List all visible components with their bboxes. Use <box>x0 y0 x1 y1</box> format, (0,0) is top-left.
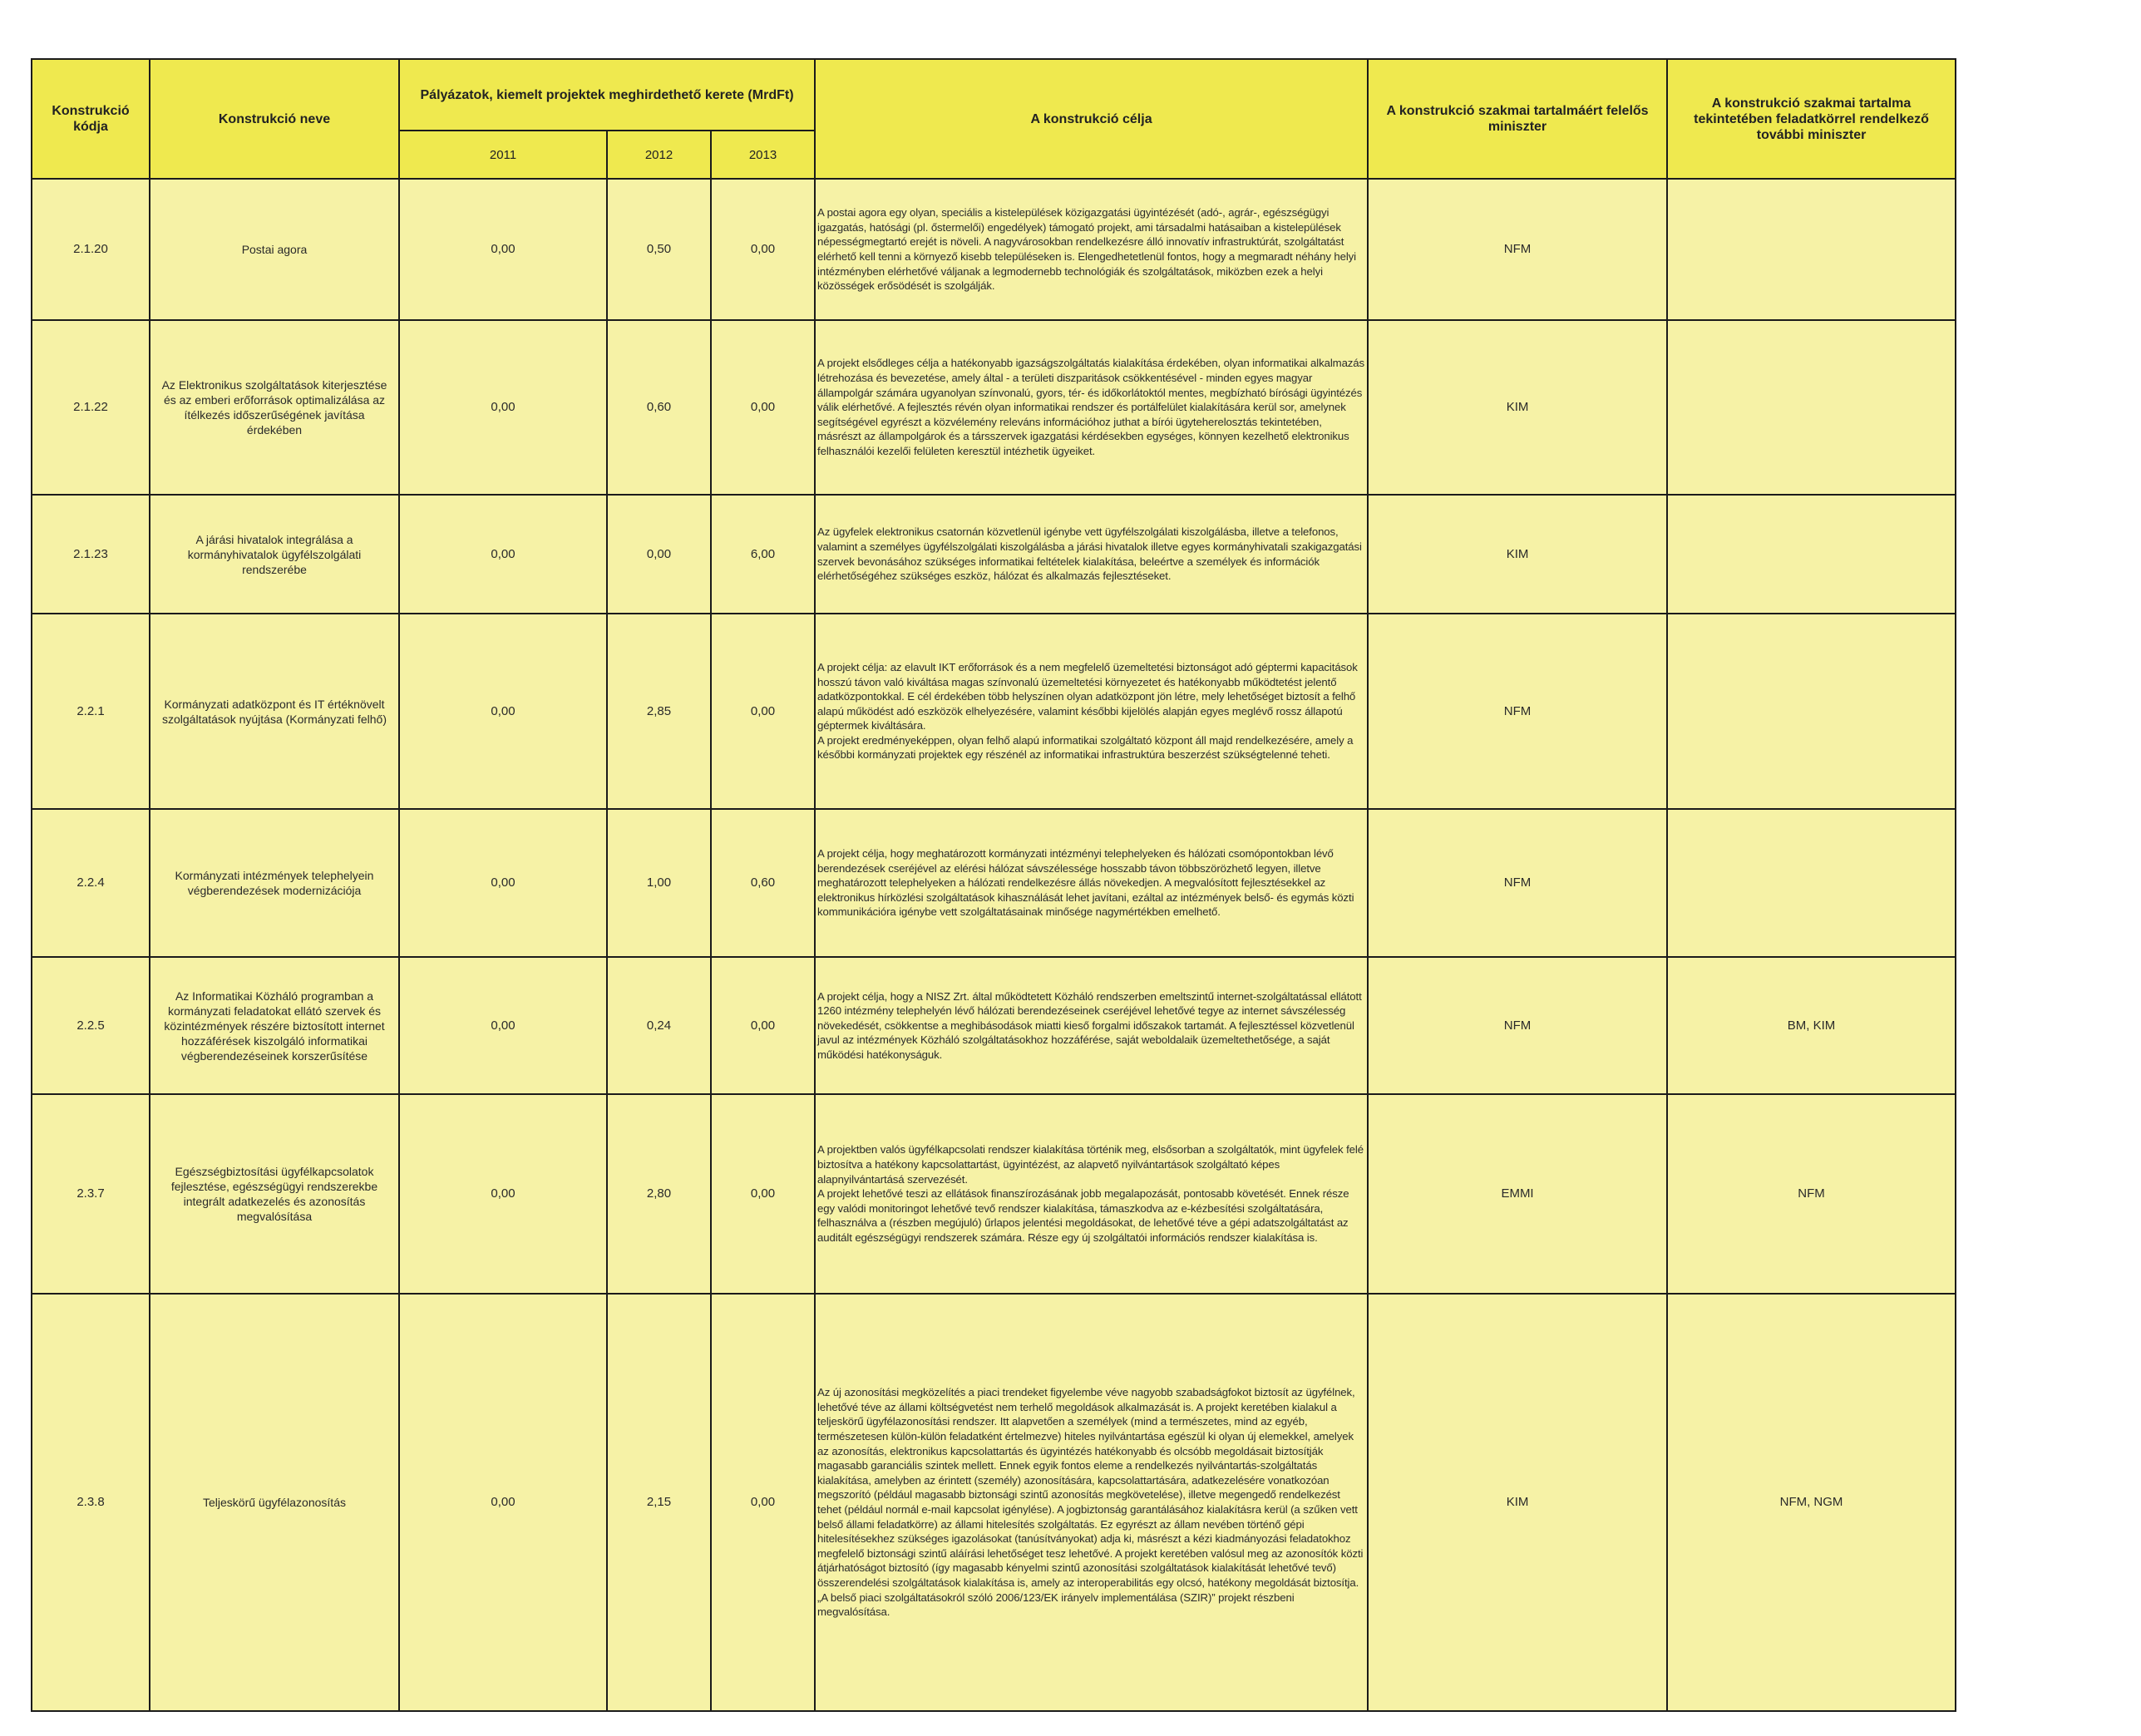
row-goal: Az ügyfelek elektronikus csatornán közvetlenül igénybe vett ügyfélszolgálati kiszolgálásba, illetve a telefonos, valamint a személyes ügyfélszolgálati kiszolgálásba a járási hivatalok illetve egyes kormányhivatali szakigazgatási szervek bevonásához szükséges informatikai feltételek kialakítása, beleértve a személyek és információk elérhetőségéhez szükséges eszköz, hálózat és alkalmazás fejlesztéseket. <box>815 495 1368 614</box>
row-minister: KIM <box>1368 495 1667 614</box>
table-row <box>32 179 1956 320</box>
header-year-2011: 2011 <box>399 131 607 179</box>
header-name: Konstrukció neve <box>150 59 399 179</box>
row-code: 2.1.20 <box>32 179 150 320</box>
row-goal: Az új azonosítási megközelítés a piaci trendeket figyelembe véve nagyobb szabadságfokot biztosít az ügyfélnek, lehetővé téve az állami költségvetést nem terhelő megoldások alkalmazását is. A projekt keretében kialakul a teljeskörű ügyfélazonosítási rendszer. Itt alapvetően a személyek (mind a természetes, mind az egyéb, természetesen külön-külön feladatként értelmezve) hiteles nyilvántartása egészül ki olyan új elemekkel, amelyek az azonosítás, elektronikus kapcsolattartás és ügyintézés hatékonyabb és olcsóbb megoldásait biztosítják magasabb garanciális szintek mellett. Ennek egyik fontos eleme a rendelkezés nyilvántartás-szolgáltatás kialakítása, amelyben az érintett (személy) azonosítására, kapcsolattartására, adatkezelésére vonatkozóan megszorító (például magasabb biztonsági szintű azonosítás megkövetelése), illetve megengedő rendelkezést tehet (például normál e-mail kapcsolat igénylése). A jogbiztonság garantálásához kialakításra kerül (a szűken vett belső állami feladatkörre) az állami hitelesítés szolgáltatás. Ez egyrészt az állam nevében történő gépi hitelesítésekhez szükséges igazolásokat (tanúsítványokat) adja ki, másrészt a kézi kiadmányozási feladatokhoz megfelelő biztonsági szintű aláírási lehetőséget tesz lehetővé. A projekt keretében valósul meg az azonosítók közti átjárhatóságot biztosító (így magasabb kényelmi szintű azonosítási szolgáltatások kialakítását lehetővé tevő) összerendelési szolgáltatások kialakítása is, amely az interoperabilitás egy olcsó, hatékony megoldását biztosítja. „A belső piaci szolgáltatásokról szóló 2006/123/EK irányelv implementálása (SZIR)” projekt részbeni megvalósítása. <box>815 1294 1368 1711</box>
row-goal: A postai agora egy olyan, speciális a kistelepülések közigazgatási ügyintézését (adó-, agrár-, egészségügyi igazgatás, hatósági (pl. őstermelői) engedélyek) támogató projekt, ami társadalmi hatásaiban a kistelepülések népességmegtartó erejét is növeli. A nagyvárosokban rendelkezésre álló innovatív infrastruktúrát, szolgáltatást elérhető kell tenni a környező kisebb településeken is. Elengedhetetlenül fontos, hogy a megmaradt néhány helyi intézményben elérhetővé váljanak a legmodernebb technológiák és szolgáltatások, miközben ezek a helyi közösségek erősödését is szolgálják. <box>815 179 1368 320</box>
table-row <box>32 809 1956 957</box>
row-minister: KIM <box>1368 320 1667 495</box>
row-other-minister <box>1667 179 1956 320</box>
row-code: 2.1.22 <box>32 320 150 495</box>
row-name: Postai agora <box>150 179 399 320</box>
row-value-2013: 0,00 <box>711 179 815 320</box>
header-minister: A konstrukció szakmai tartalmáért felelős miniszter <box>1368 59 1667 179</box>
row-value-2011: 0,00 <box>399 1094 607 1294</box>
row-minister: NFM <box>1368 957 1667 1094</box>
construction-table-sheet <box>31 58 1955 1712</box>
row-goal: A projekt célja, hogy meghatározott kormányzati intézményi telephelyeken és hálózati csomópontokban lévő berendezések cseréjével az elérési hálózat sávszélessége hosszabb távon többszörözhető legyen, illetve meghatározott telephelyeken a hálózati rendelkezésre állás növekedjen. A megvalósított fejlesztésekkel az elektronikus hírközlési szolgáltatások kihasználását lehet javítani, ezáltal az intézmények belső- és egymás közti kommunikációra igénybe vett szolgáltatásainak minősége nagymértékben emelhető. <box>815 809 1368 957</box>
row-name: Kormányzati intézmények telephelyein végberendezések modernizációja <box>150 809 399 957</box>
row-value-2013: 6,00 <box>711 495 815 614</box>
row-goal: A projektben valós ügyfélkapcsolati rendszer kialakítása történik meg, elsősorban a szolgáltatók, mint ügyfelek felé biztosítva a hatékony kapcsolattartást, ügyintézést, az alapvető nyilvántartások szolgáltató képes alapnyilvántartásá szervezését. A projekt lehetővé teszi az ellátások finanszírozásának jobb megalapozását, pontosabb követését. Ennek része egy valódi monitoringot lehetővé tevő rendszer kialakítása, támaszkodva az e-kézbesítési szolgáltatására, felhasználva a (részben megújuló) űrlapos jelentési megoldásokat, de lehetővé téve a gépi adatszolgáltatást az auditált egészségügyi rendszerek számára. Része egy új szolgáltatói információs rendszer kialakítása is. <box>815 1094 1368 1294</box>
row-value-2013: 0,00 <box>711 957 815 1094</box>
row-value-2012: 0,24 <box>607 957 711 1094</box>
row-other-minister <box>1667 320 1956 495</box>
table-row <box>32 320 1956 495</box>
row-code: 2.2.4 <box>32 809 150 957</box>
row-name: Az Informatikai Közháló programban a kormányzati feladatokat ellátó szervek és közintézmények részére biztosított internet hozzáférések kiszolgáló informatikai végberendezéseinek korszerűsítése <box>150 957 399 1094</box>
row-value-2011: 0,00 <box>399 320 607 495</box>
row-value-2011: 0,00 <box>399 614 607 809</box>
row-name: Kormányzati adatközpont és IT értéknövelt szolgáltatások nyújtása (Kormányzati felhő) <box>150 614 399 809</box>
row-goal: A projekt célja: az elavult IKT erőforrások és a nem megfelelő üzemeltetési biztonságot adó géptermi kapacitások hosszú távon való kiváltása magas színvonalú üzemeltetési környezetet és hatékonyabb működtetést jelentő adatközpontokkal. E cél érdekében több helyszínen olyan adatközpont jön létre, mely lehetőséget biztosít a felhő alapú működést adó eszközök elhelyezésére, valamint későbbi kijelölés alapján egyes meglévő rossz állapotú géptermek kiváltására. A projekt eredményeképpen, olyan felhő alapú informatikai szolgáltató központ áll majd rendelkezésére, amely a későbbi kormányzati projektek egy részénél az informatikai infrastruktúra beszerzést szükségtelenné teheti. <box>815 614 1368 809</box>
row-value-2013: 0,60 <box>711 809 815 957</box>
row-value-2011: 0,00 <box>399 179 607 320</box>
row-value-2013: 0,00 <box>711 320 815 495</box>
row-value-2013: 0,00 <box>711 1294 815 1711</box>
row-value-2012: 0,60 <box>607 320 711 495</box>
header-year-2013: 2013 <box>711 131 815 179</box>
construction-table <box>31 58 1956 1712</box>
header-year-2012: 2012 <box>607 131 711 179</box>
row-goal: A projekt elsődleges célja a hatékonyabb igazságszolgáltatás kialakítása érdekében, olyan informatikai alkalmazás létrehozása és bevezetése, amely által - a területi diszparitások csökkentésével - minden egyes magyar állampolgár számára ugyanolyan színvonalú, gyors, tér- és időkorlátoktól mentes, megbízható bírósági ügyintézés válik elérhetővé. A fejlesztés révén olyan informatikai rendszer és portálfelület kialakítására kerül sor, amelynek segítségével egyrészt a közvélemény releváns információhoz juthat a bírói ügyteherelosztás tekintetében, másrészt az állampolgárok és a társszervek igazgatási kérdésekben egységes, könnyen kezelhető elektronikus felhasználói kezelői felületen keresztül intézhetik ügyeiket. <box>815 320 1368 495</box>
row-name: A járási hivatalok integrálása a kormányhivatalok ügyfélszolgálati rendszerébe <box>150 495 399 614</box>
table-row <box>32 495 1956 614</box>
row-value-2011: 0,00 <box>399 957 607 1094</box>
row-code: 2.3.8 <box>32 1294 150 1711</box>
row-value-2012: 0,50 <box>607 179 711 320</box>
table-row <box>32 1094 1956 1294</box>
table-row <box>32 1294 1956 1711</box>
row-minister: NFM <box>1368 809 1667 957</box>
row-value-2011: 0,00 <box>399 1294 607 1711</box>
row-goal: A projekt célja, hogy a NISZ Zrt. által működtetett Közháló rendszerben emeltszintű internet-szolgáltatással ellátott 1260 intézmény telephelyén lévő hálózati berendezéseinek cseréjével lehetővé tegye az internet sávszélesség növekedését, csökkentse a meghibásodások miatti kieső forgalmi időszakok tartamát. A fejlesztéssel közvetlenül javul az intézmények Közháló szolgáltatásokhoz hozzáférése, saját weboldalaik üzemeltethetősége, a saját működési hatékonyságuk. <box>815 957 1368 1094</box>
row-minister: EMMI <box>1368 1094 1667 1294</box>
row-value-2013: 0,00 <box>711 1094 815 1294</box>
row-code: 2.3.7 <box>32 1094 150 1294</box>
row-name: Egészségbiztosítási ügyfélkapcsolatok fejlesztése, egészségügyi rendszerekbe integrált adatkezelés és azonosítás megvalósítása <box>150 1094 399 1294</box>
header-code: Konstrukció kódja <box>32 59 150 179</box>
row-minister: KIM <box>1368 1294 1667 1711</box>
row-value-2013: 0,00 <box>711 614 815 809</box>
header-goal: A konstrukció célja <box>815 59 1368 179</box>
row-other-minister: BM, KIM <box>1667 957 1956 1094</box>
table-row <box>32 957 1956 1094</box>
row-code: 2.1.23 <box>32 495 150 614</box>
header-budget: Pályázatok, kiemelt projektek meghirdethető kerete (MrdFt) <box>399 59 815 131</box>
row-value-2011: 0,00 <box>399 495 607 614</box>
row-minister: NFM <box>1368 179 1667 320</box>
row-value-2012: 2,80 <box>607 1094 711 1294</box>
row-other-minister <box>1667 809 1956 957</box>
row-code: 2.2.5 <box>32 957 150 1094</box>
table-row <box>32 614 1956 809</box>
row-minister: NFM <box>1368 614 1667 809</box>
row-other-minister: NFM, NGM <box>1667 1294 1956 1711</box>
row-value-2012: 2,85 <box>607 614 711 809</box>
row-value-2012: 2,15 <box>607 1294 711 1711</box>
header-other-minister: A konstrukció szakmai tartalma tekintetében feladatkörrel rendelkező további miniszter <box>1667 59 1956 179</box>
row-name: Teljeskörű ügyfélazonosítás <box>150 1294 399 1711</box>
row-code: 2.2.1 <box>32 614 150 809</box>
row-other-minister: NFM <box>1667 1094 1956 1294</box>
row-other-minister <box>1667 614 1956 809</box>
row-value-2011: 0,00 <box>399 809 607 957</box>
row-other-minister <box>1667 495 1956 614</box>
row-name: Az Elektronikus szolgáltatások kiterjesztése és az emberi erőforrások optimalizálása az ítélkezés időszerűségének javítása érdekében <box>150 320 399 495</box>
row-value-2012: 0,00 <box>607 495 711 614</box>
row-value-2012: 1,00 <box>607 809 711 957</box>
